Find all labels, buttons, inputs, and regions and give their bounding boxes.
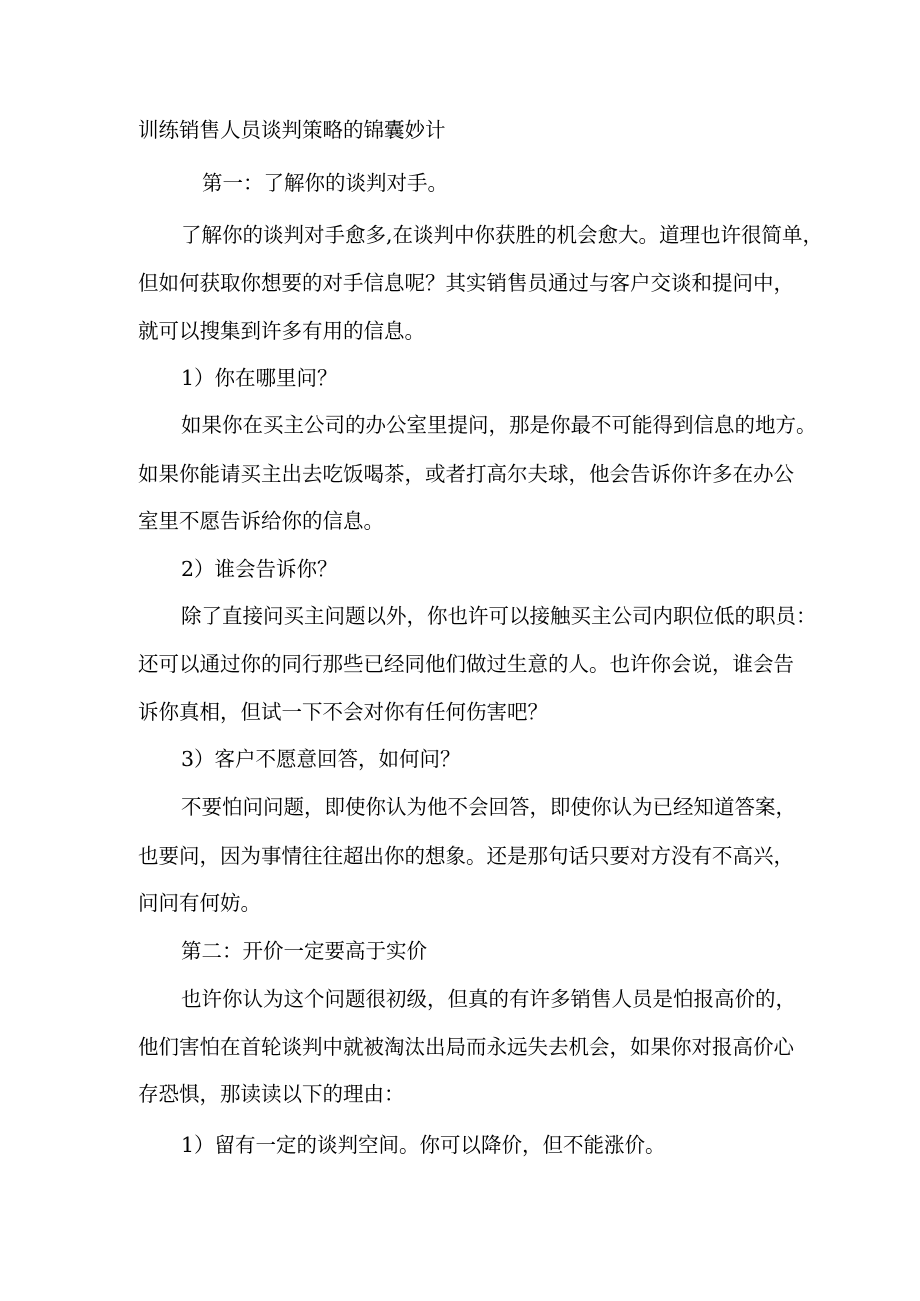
document-title: 训练销售人员谈判策略的锦囊妙计 [138,118,446,142]
section-2-heading: 第二：开价一定要高于实价 [181,939,427,963]
question-2-text-line-2: 还可以通过你的同行那些已经同他们做过生意的人。也许你会说，谁会告 [138,652,794,676]
question-3-text-line-2: 也要问，因为事情往往超出你的想象。还是那句话只要对方没有不高兴， [138,844,794,868]
question-2-heading: 2）谁会告诉你？ [181,557,338,581]
question-3-text-line-3: 问问有何妨。 [138,891,261,915]
reason-1: 1）留有一定的谈判空间。你可以降价，但不能涨价。 [181,1133,666,1157]
question-3-text-line-1: 不要怕问问题，即使你认为他不会回答，即使你认为已经知道答案， [181,795,796,819]
section-1-intro-line-1: 了解你的谈判对手愈多,在谈判中你获胜的机会愈大。道理也许很简单， [181,223,824,247]
question-1-text-line-3: 室里不愿告诉给你的信息。 [138,509,384,533]
section-1-intro-line-3: 就可以搜集到许多有用的信息。 [138,319,425,343]
question-2-text-line-3: 诉你真相，但试一下不会对你有任何伤害吧？ [138,700,548,724]
question-1-text-line-2: 如果你能请买主出去吃饭喝茶，或者打高尔夫球，他会告诉你许多在办公 [138,462,794,486]
section-1-heading: 第一：了解你的谈判对手。 [202,171,448,195]
question-2-text-line-1: 除了直接问买主问题以外，你也许可以接触买主公司内职位低的职员： [181,604,817,628]
section-2-intro-line-3: 存恐惧，那读读以下的理由： [138,1082,405,1106]
question-1-text-line-1: 如果你在买主公司的办公室里提问，那是你最不可能得到信息的地方。 [181,413,817,437]
section-1-intro-line-2: 但如何获取你想要的对手信息呢？其实销售员通过与客户交谈和提问中， [138,271,794,295]
section-2-intro-line-1: 也许你认为这个问题很初级，但真的有许多销售人员是怕报高价的， [181,987,796,1011]
question-1-heading: 1）你在哪里问？ [181,366,338,390]
section-2-intro-line-2: 他们害怕在首轮谈判中就被淘汰出局而永远失去机会，如果你对报高价心 [138,1035,794,1059]
question-3-heading: 3）客户不愿意回答，如何问？ [181,747,461,771]
